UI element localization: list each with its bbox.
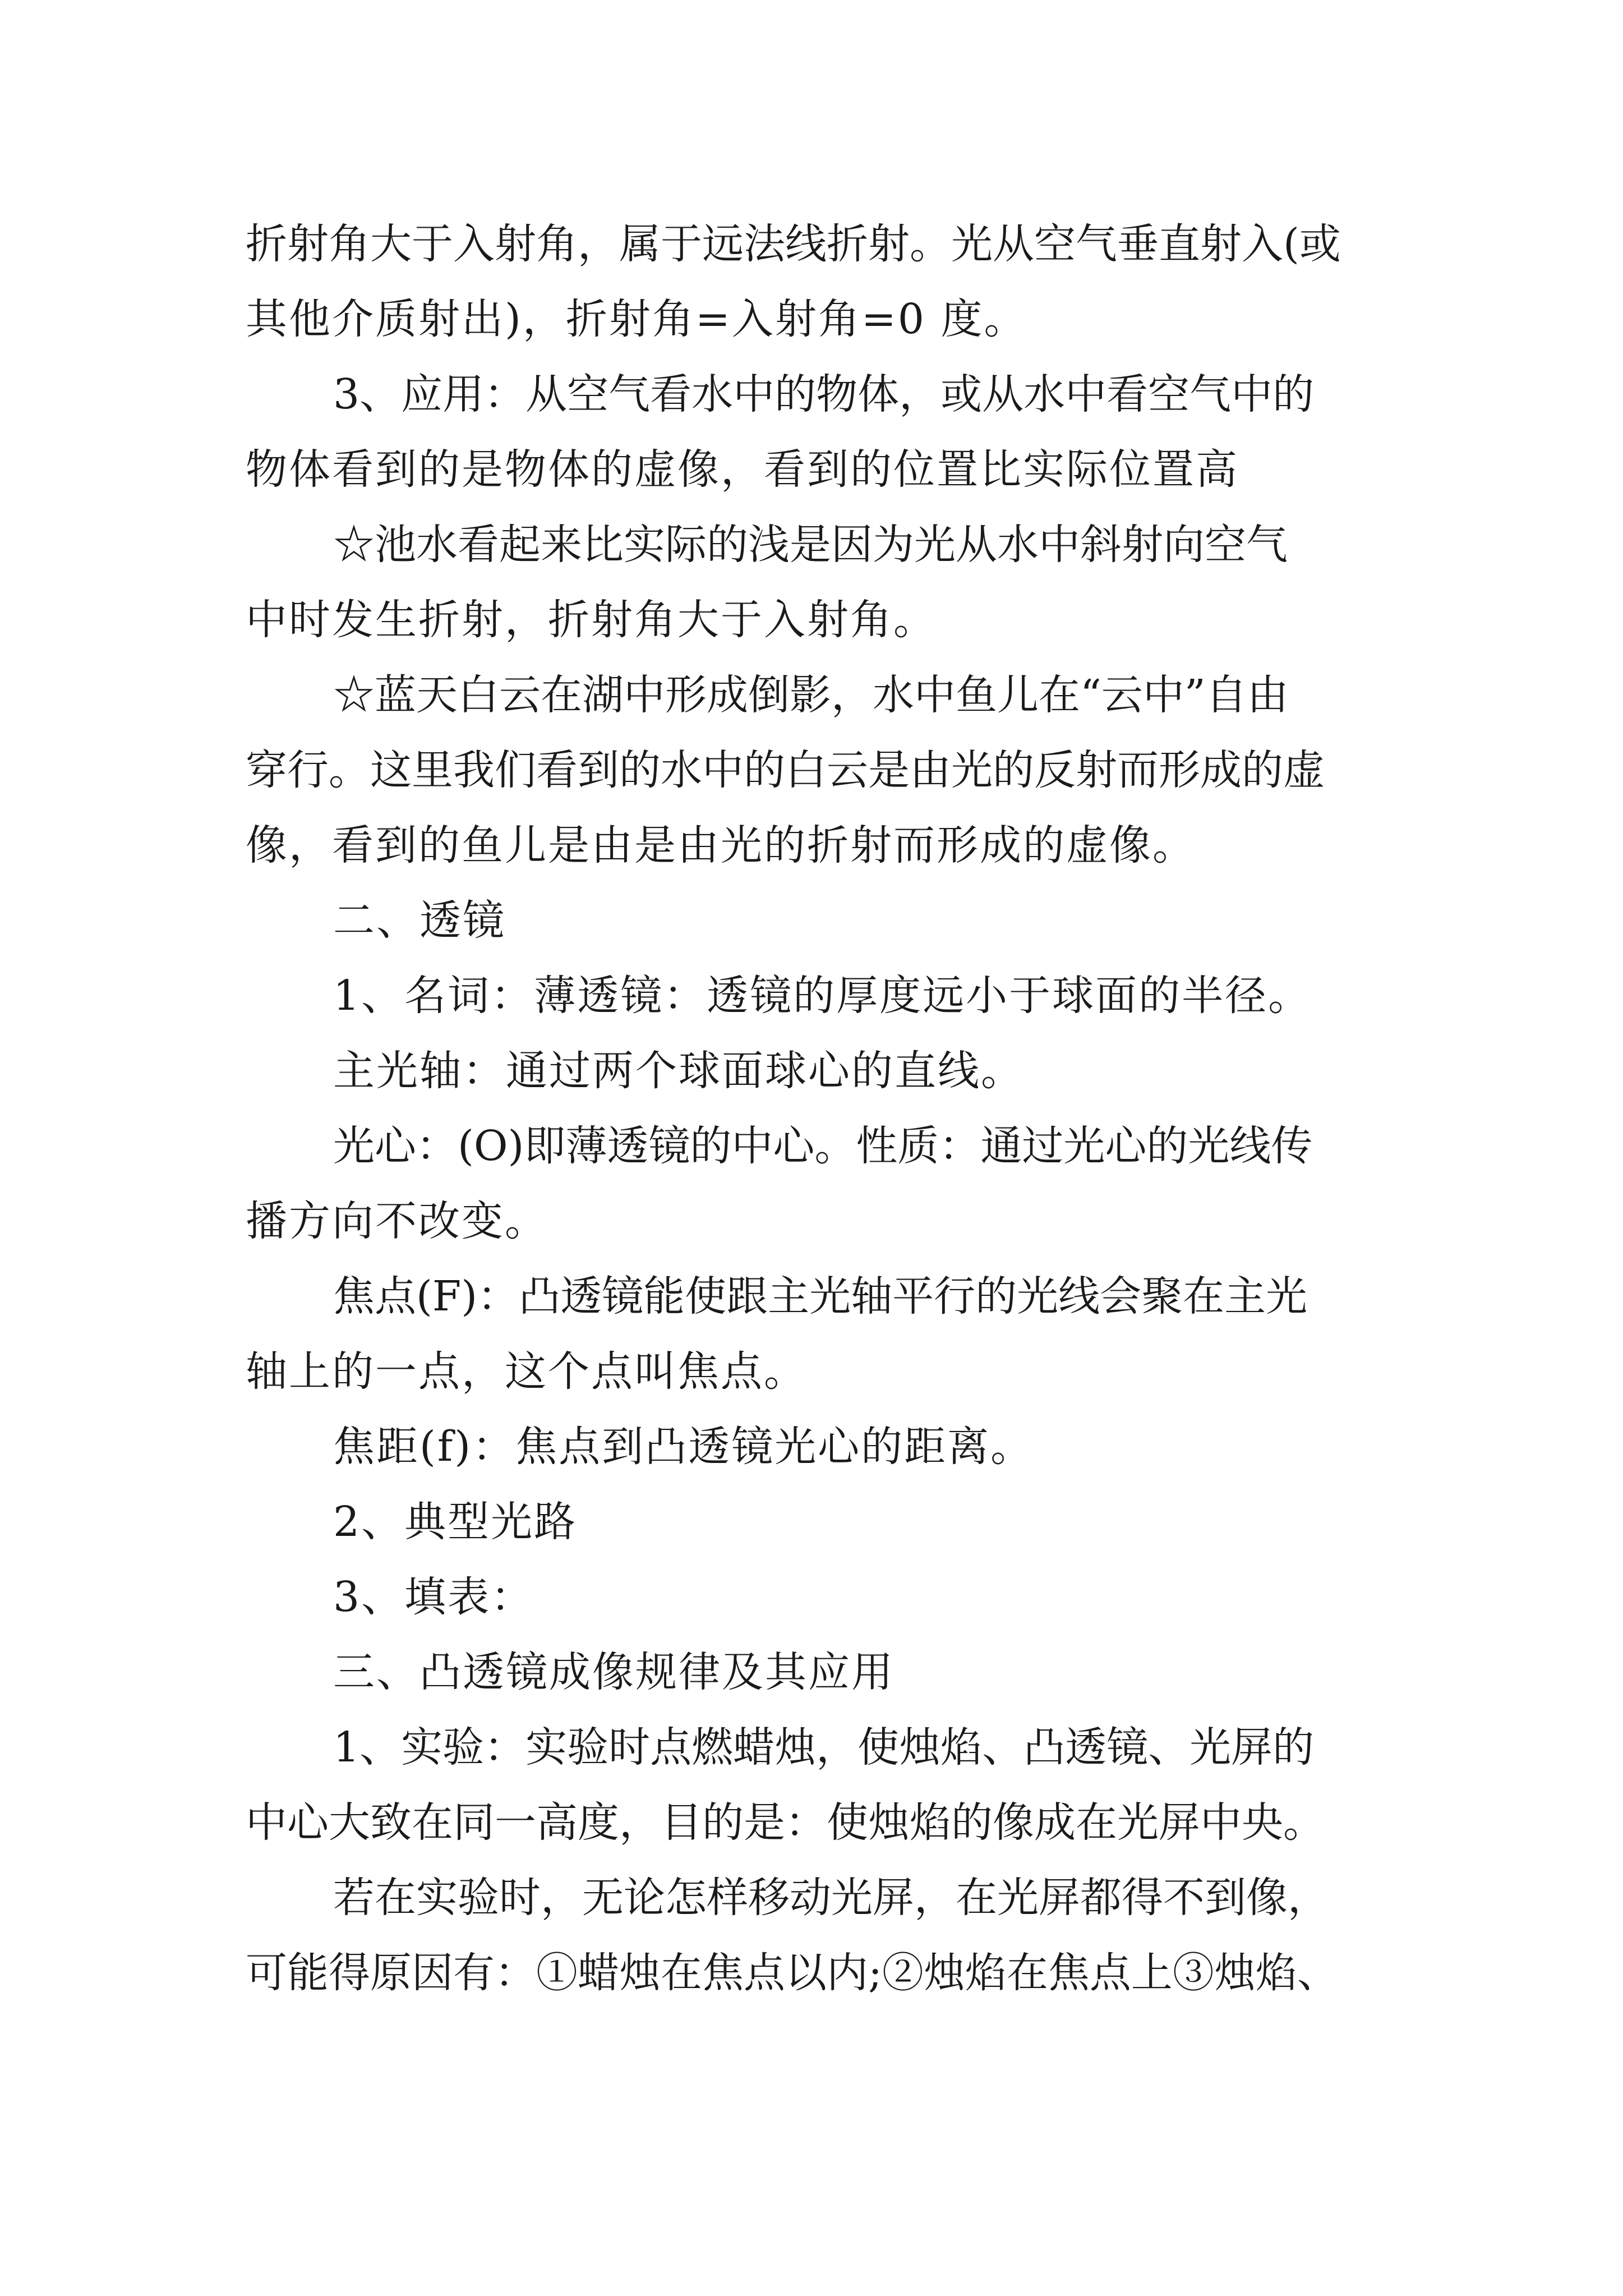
text-line: 物体看到的是物体的虚像，看到的位置比实际位置高 — [246, 445, 1239, 494]
line-text: 3、应用：从空气看水中的物体，或从水中看空气中的 — [333, 370, 1315, 418]
text-line — [246, 1945, 1372, 2001]
line-text: 穿行。这里我们看到的水中的白云是由光的反射而形成的虚 — [246, 746, 1325, 794]
text-line — [333, 667, 1372, 723]
text-line — [333, 1719, 1372, 1775]
section-heading: 三、凸透镜成像规律及其应用 — [333, 1648, 895, 1696]
line-text: 光心：(O)即薄透镜的中心。性质：通过光心的光线传 — [333, 1122, 1313, 1170]
line-text: ☆蓝天白云在湖中形成倒影，水中鱼儿在“云中”自由 — [333, 671, 1289, 719]
text-line: 3、填表： — [333, 1573, 534, 1621]
text-line — [333, 517, 1372, 573]
text-line — [333, 1118, 1372, 1174]
text-line: 其他介质射出)，折射角=入射角=0 度。 — [246, 295, 1027, 343]
line-text: ☆池水看起来比实际的浅是因为光从水中斜射向空气 — [333, 521, 1288, 569]
text-line: 焦距(f)：焦点到凸透镜光心的距离。 — [333, 1423, 1034, 1471]
line-text: 可能得原因有：①蜡烛在焦点以内;②烛焰在焦点上③烛焰、 — [246, 1949, 1339, 1997]
text-line — [333, 1870, 1372, 1926]
section-heading: 二、透镜 — [333, 896, 506, 945]
line-text: 焦点(F)：凸透镜能使跟主光轴平行的光线会聚在主光 — [333, 1272, 1308, 1320]
text-line — [333, 1268, 1372, 1324]
text-line — [246, 216, 1372, 272]
line-text: 1、实验：实验时点燃蜡烛，使烛焰、凸透镜、光屏的 — [333, 1723, 1315, 1772]
text-line: 轴上的一点，这个点叫焦点。 — [246, 1347, 807, 1396]
text-line: 2、典型光路 — [333, 1498, 578, 1546]
line-text: 若在实验时，无论怎样移动光屏，在光屏都得不到像， — [333, 1874, 1329, 1922]
text-line: 中时发生折射，折射角大于入射角。 — [246, 596, 937, 644]
text-line: 播方向不改变。 — [246, 1197, 548, 1245]
text-line: 主光轴：通过两个球面球心的直线。 — [333, 1047, 1024, 1095]
line-text: 折射角大于入射角，属于远法线折射。光从空气垂直射入(或 — [246, 220, 1341, 268]
text-line — [246, 742, 1372, 798]
line-text: 中心大致在同一高度，目的是：使烛焰的像成在光屏中央。 — [246, 1798, 1325, 1847]
text-line — [333, 366, 1372, 422]
text-line: 1、名词：薄透镜：透镜的厚度远小于球面的半径。 — [333, 972, 1312, 1020]
text-line — [246, 1795, 1372, 1851]
text-line: 像，看到的鱼儿是由是由光的折射而形成的虚像。 — [246, 821, 1196, 869]
